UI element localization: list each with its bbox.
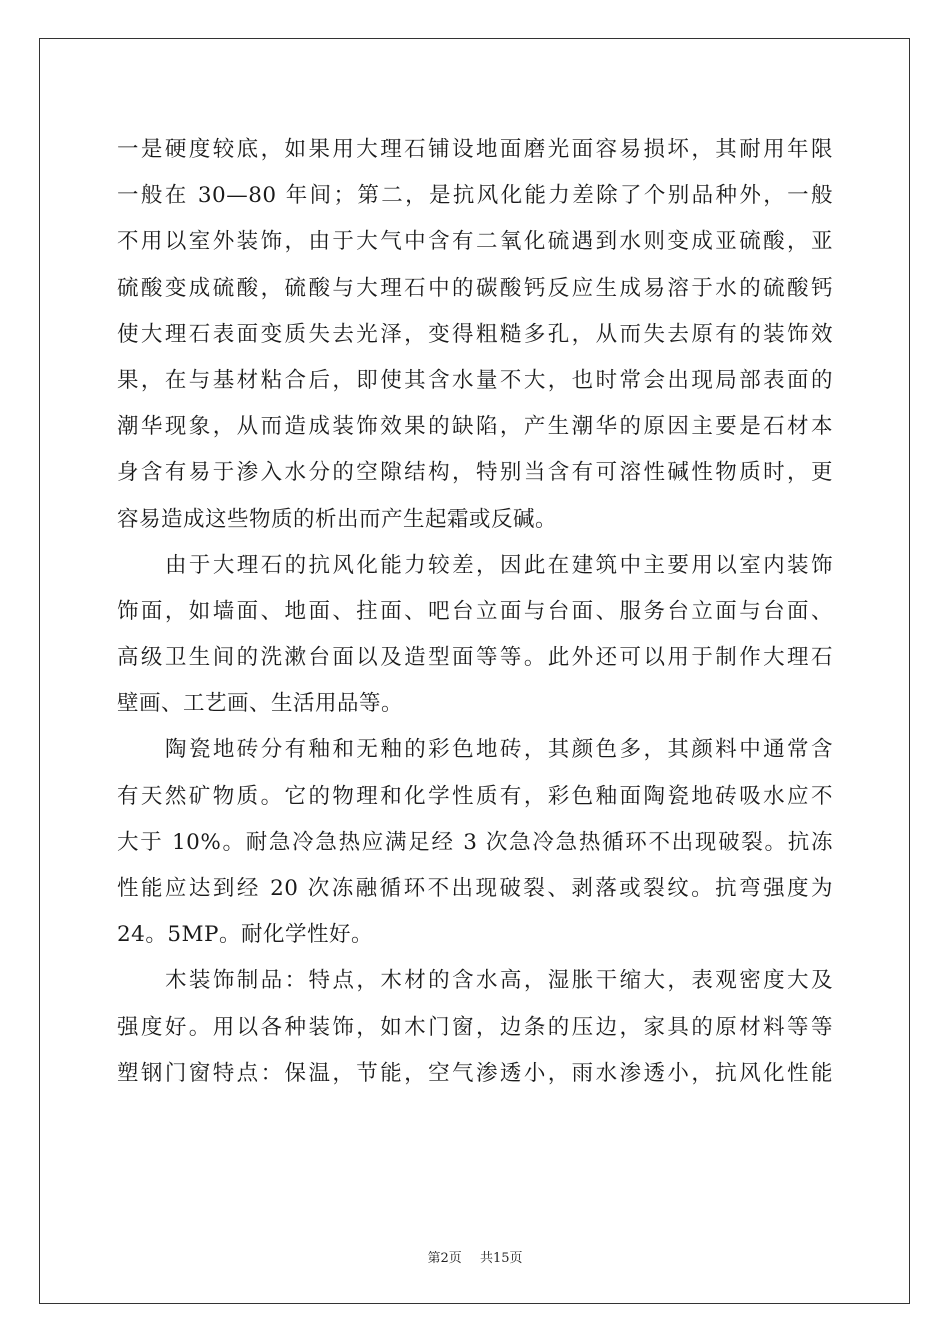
- text-line: 木装饰制品：特点，木材的含水高，湿胀干缩大，表观密度大及: [165, 968, 833, 994]
- text-line: 硫酸变成硫酸，硫酸与大理石中的碳酸钙反应生成易溶于水的硫酸钙: [117, 275, 833, 301]
- text-line: 大于 10%。耐急冷急热应满足经 3 次急冷急热循环不出现破裂。抗冻: [117, 829, 833, 855]
- text-line: 有天然矿物质。它的物理和化学性质有，彩色釉面陶瓷地砖吸水应不: [117, 783, 833, 809]
- text-line: 高级卫生间的洗漱台面以及造型面等等。此外还可以用于制作大理石: [117, 645, 833, 671]
- text-line: 性能应达到经 20 次冻融循环不出现破裂、剥落或裂纹。抗弯强度为: [117, 876, 833, 901]
- paragraph-4: [117, 958, 833, 1097]
- text-line: 容易造成这些物质的析出而产生起霜或反碱。: [117, 506, 558, 532]
- text-line: 由于大理石的抗风化能力较差，因此在建筑中主要用以室内装饰: [165, 552, 833, 578]
- text-line: 陶瓷地砖分有釉和无釉的彩色地砖，其颜色多，其颜料中通常含: [165, 737, 833, 763]
- paragraph-1: [117, 127, 833, 543]
- text-line: 使大理石表面变质失去光泽，变得粗糙多孔，从而失去原有的装饰效: [117, 321, 833, 347]
- paragraph-2: [117, 543, 833, 728]
- text-line: 强度好。用以各种装饰，如木门窗，边条的压边，家具的原材料等等: [117, 1014, 833, 1040]
- text-line: 壁画、工艺画、生活用品等。: [117, 691, 404, 717]
- page-total: 共15页: [479, 1251, 523, 1266]
- text-line: 不用以室外装饰，由于大气中含有二氧化硫遇到水则变成亚硫酸，亚: [117, 229, 833, 255]
- text-line: 潮华现象，从而造成装饰效果的缺陷，产生潮华的原因主要是石材本: [117, 414, 833, 440]
- text-line: 果，在与基材粘合后，即使其含水量不大，也时常会出现局部表面的: [117, 367, 833, 393]
- text-line: 塑钢门窗特点：保温，节能，空气渗透小，雨水渗透小，抗风化性能: [117, 1060, 833, 1086]
- paragraph-3: [117, 727, 833, 958]
- text-line: 24。5MP。耐化学性好。: [117, 922, 374, 948]
- document-body: [117, 127, 833, 1097]
- text-line: 饰面，如墙面、地面、拄面、吧台立面与台面、服务台立面与台面、: [117, 598, 833, 624]
- text-line: 身含有易于渗入水分的空隙结构，特别当含有可溶性碱性物质时，更: [117, 460, 833, 486]
- page-footer: [0, 1247, 950, 1266]
- text-line: 一是硬度较底，如果用大理石铺设地面磨光面容易损坏，其耐用年限: [117, 137, 833, 162]
- text-line: 一般在 30—80 年间；第二，是抗风化能力差除了个别品种外，一般: [117, 183, 833, 209]
- page-number: 第2页: [427, 1251, 462, 1266]
